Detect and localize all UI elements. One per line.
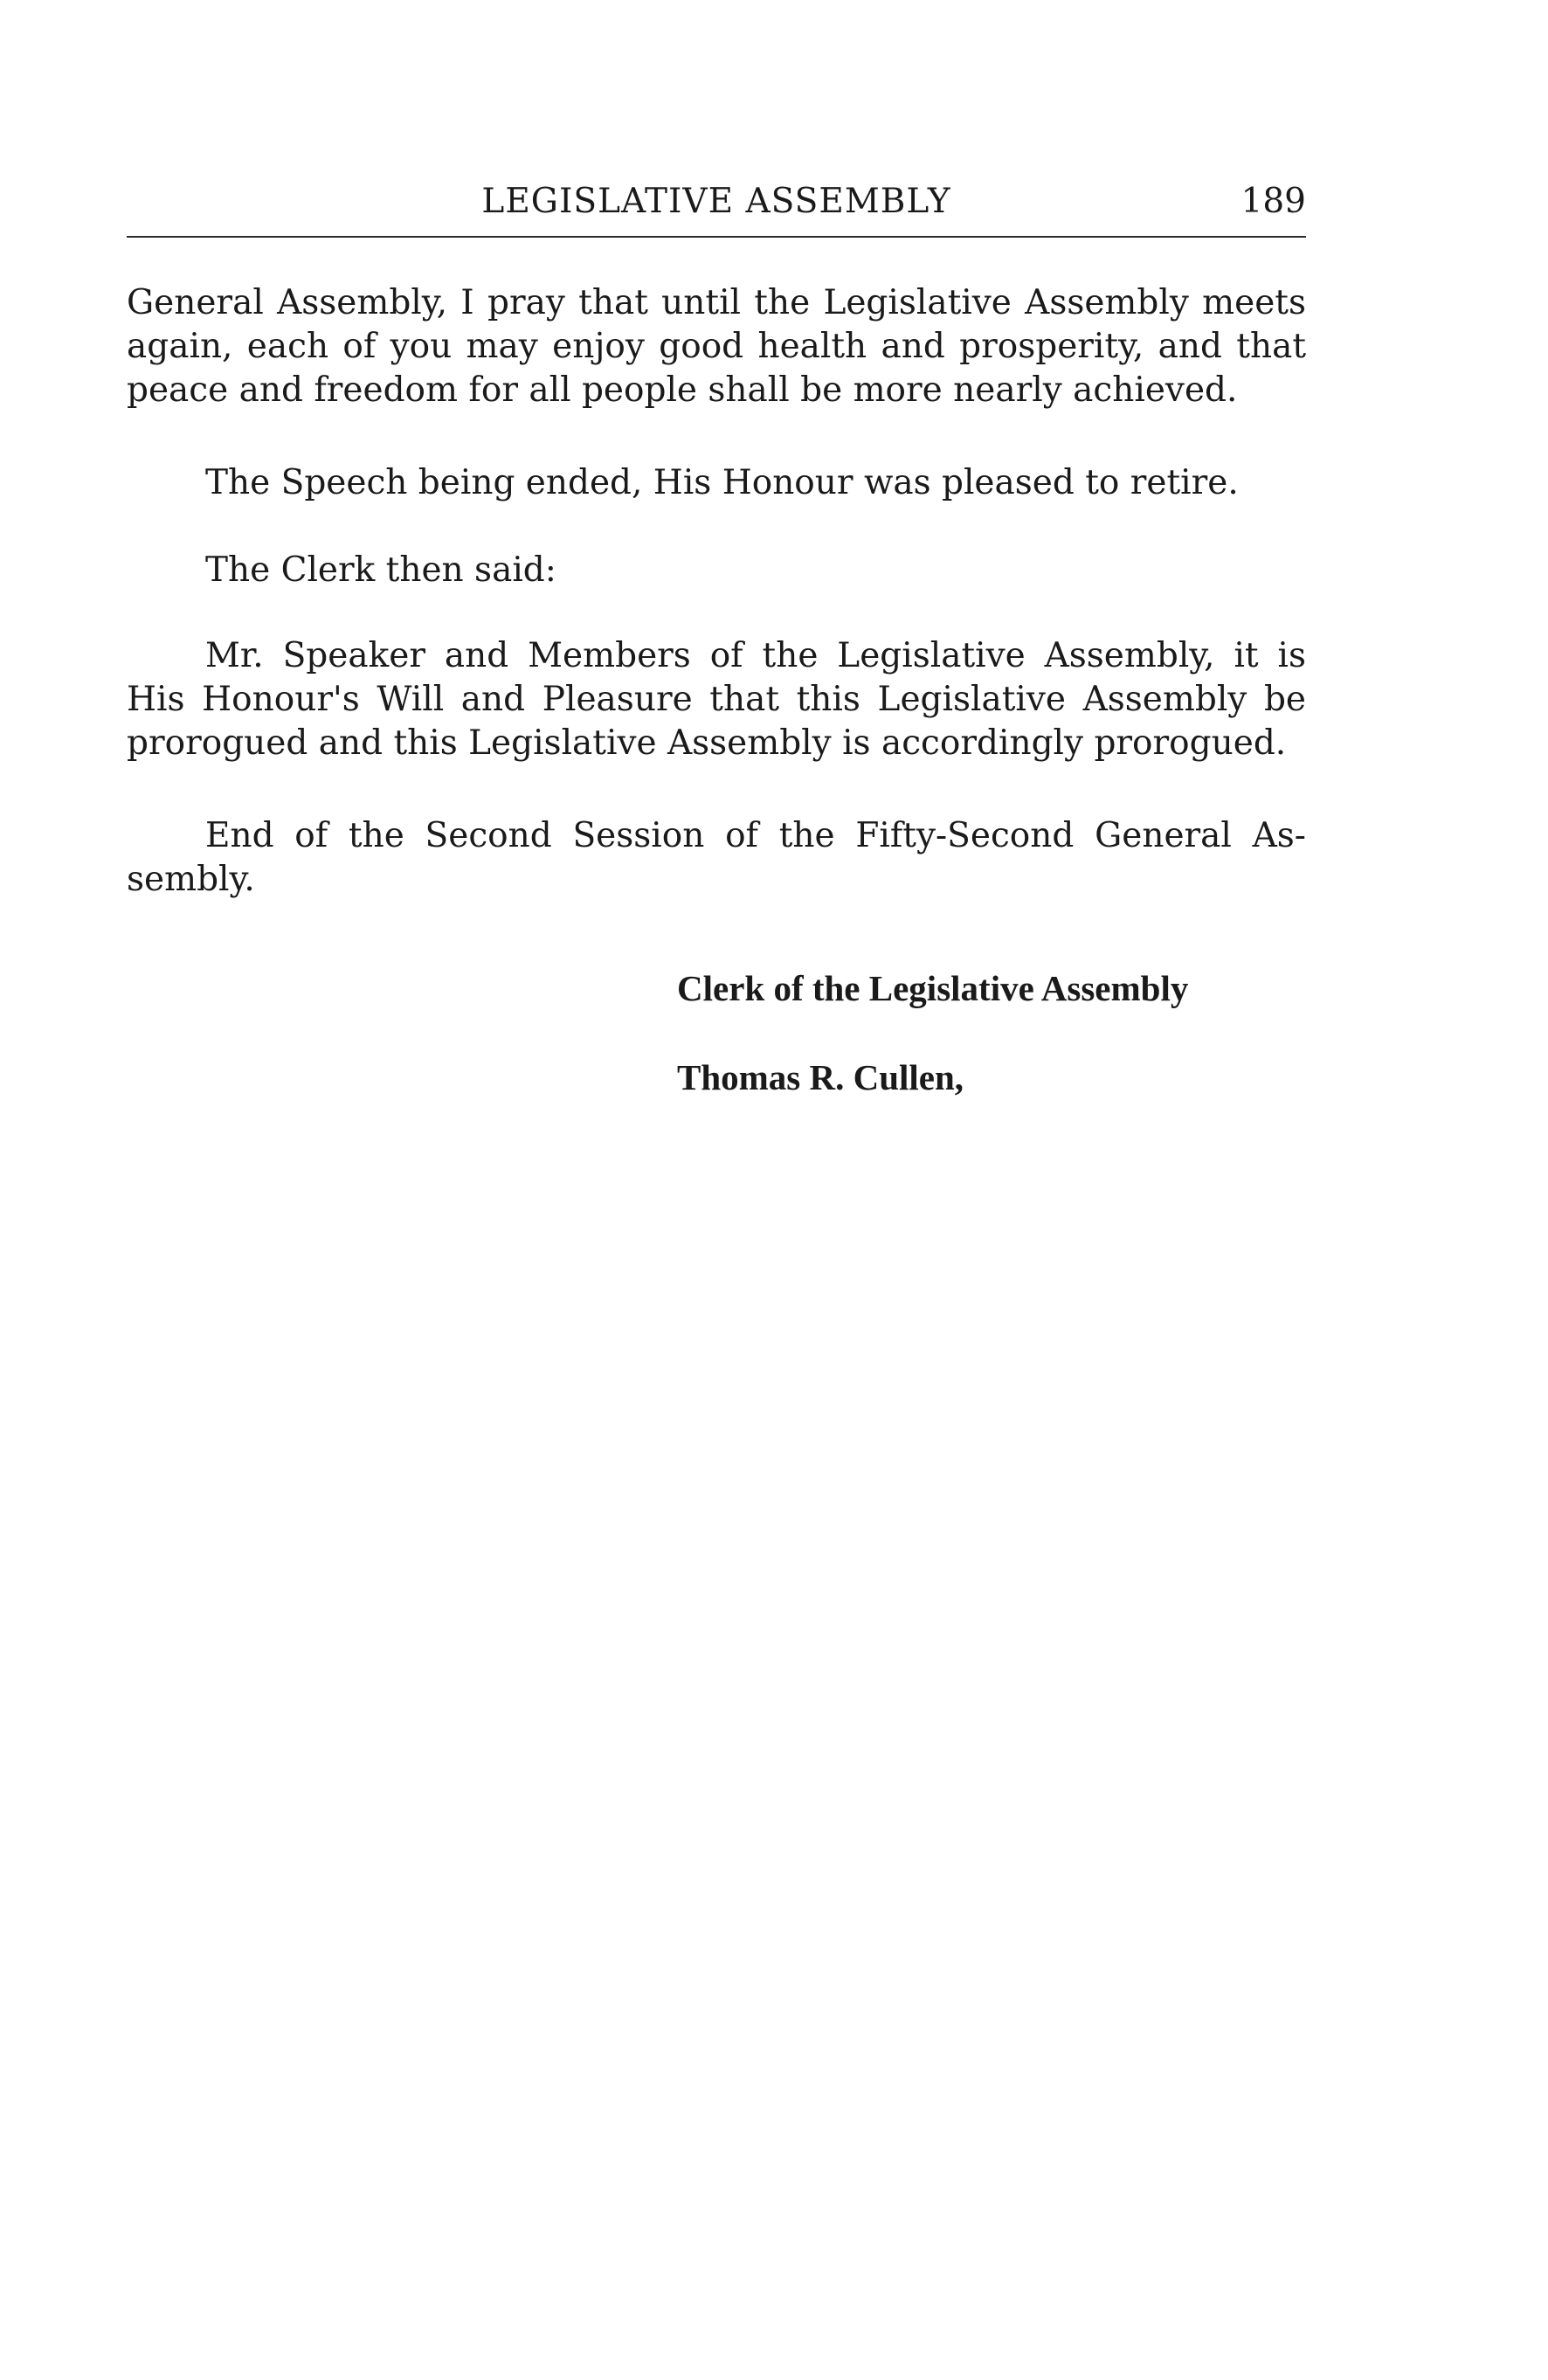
text-line: General Assembly, I pray that until the Legislative Assembly meets <box>127 283 1306 322</box>
paragraph-speech-ended <box>127 461 1306 505</box>
signature-name: Thomas R. Cullen, <box>677 1057 964 1097</box>
text-line: again, each of you may enjoy good health and prosperity, and that <box>127 327 1306 366</box>
paragraph-end-of-session <box>127 814 1306 902</box>
text-line: End of the Second Session of the Fifty-Second General As- <box>205 816 1306 855</box>
signature-title: Clerk of the Legislative Assembly <box>677 968 1189 1008</box>
text-line: sembly. <box>127 860 255 899</box>
text-line: Mr. Speaker and Members of the Legislative Assembly, it is <box>205 636 1306 675</box>
text-line: prorogued and this Legislative Assembly is accordingly prorogued. <box>127 723 1287 763</box>
paragraph-clerk-said <box>127 549 1306 592</box>
text-line: The Speech being ended, His Honour was pleased to retire. <box>205 463 1239 502</box>
paragraph-closing-prayer <box>127 281 1306 412</box>
page-number: 189 <box>1240 182 1306 221</box>
document-page <box>127 0 1306 2380</box>
header-rule <box>127 236 1306 238</box>
text-line: His Honour's Will and Pleasure that this Legislative Assembly be <box>127 680 1306 719</box>
running-title: LEGISLATIVE ASSEMBLY <box>481 182 951 221</box>
running-header <box>127 182 1306 225</box>
text-line: The Clerk then said: <box>205 550 556 590</box>
paragraph-prorogation <box>127 634 1306 765</box>
text-line: peace and freedom for all people shall be more nearly achieved. <box>127 370 1238 410</box>
